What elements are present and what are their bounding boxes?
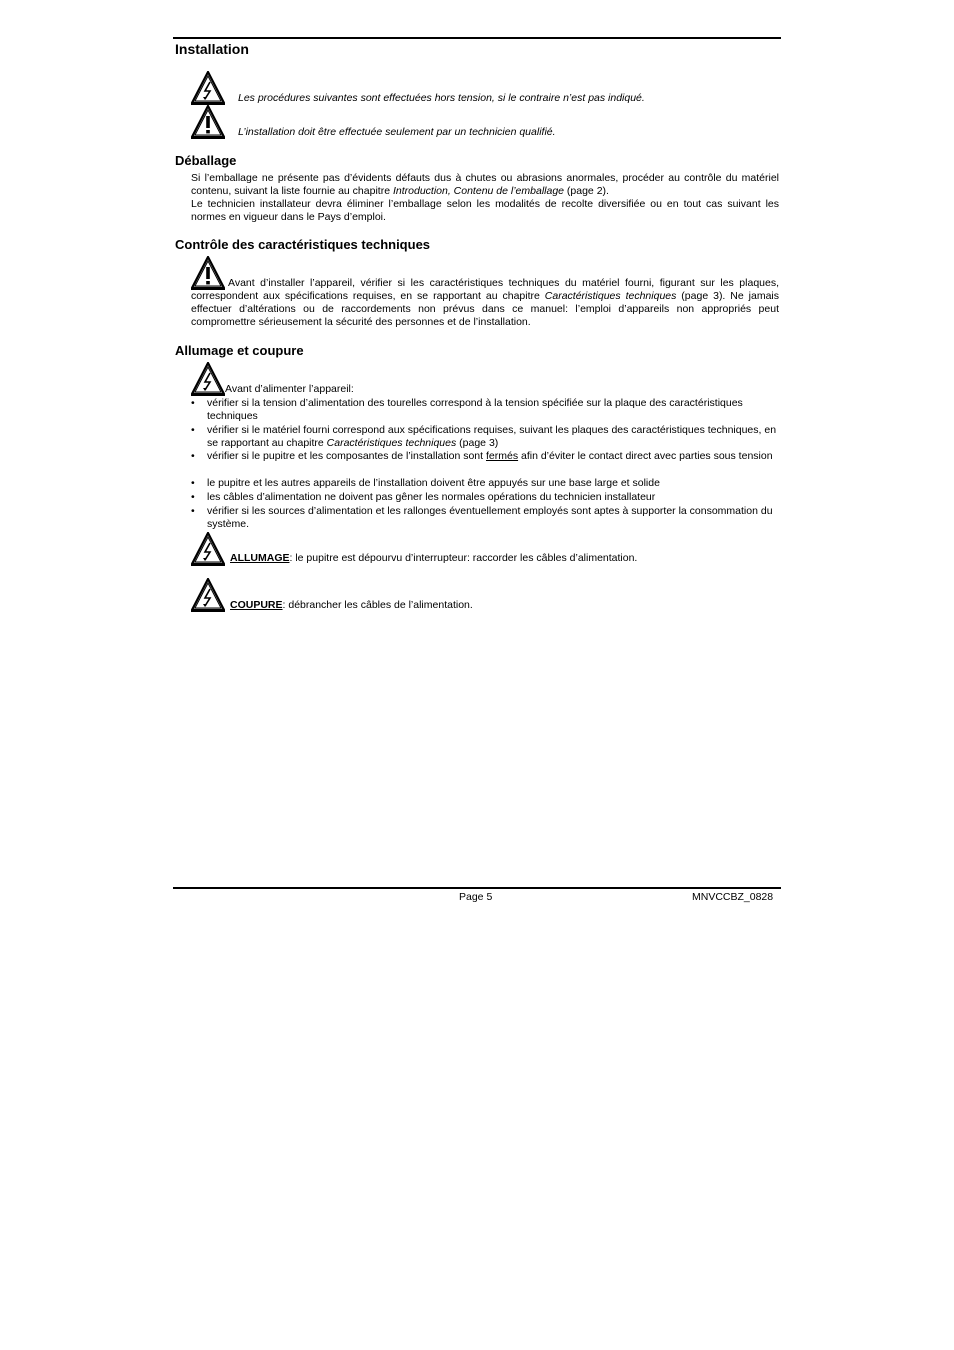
footer-rule [173, 887, 781, 889]
list-item-text: les câbles d’alimentation ne doivent pas gêner les normales opérations du technicien installateur [207, 491, 656, 503]
list-item-text: vérifier si la tension d’alimentation des tourelles correspond à la tension spécifiée sur la plaque des caractéristiques techniques [207, 397, 743, 422]
bullet-glyph: • [191, 424, 195, 436]
list-item-text-part: vérifier si le matériel fourni correspond aux spécifications requises, suivant les plaques des caractéristiques techniques, en se rapportant au chapitre [207, 424, 777, 449]
section-heading-deballage: Déballage [175, 153, 237, 168]
caution-warning-icon [191, 105, 225, 139]
bullet-glyph: • [191, 505, 195, 517]
deballage-paragraph [191, 172, 779, 224]
list-item-text: vérifier si les sources d’alimentation et les rallonges éventuellement employés sont aptes à supporter la consommation du système. [207, 505, 773, 530]
coupure-text: : débrancher les câbles de l’alimentation. [282, 599, 473, 611]
deballage-text-1: Si l’emballage ne présente pas d’évidents défauts dus à chutes ou abrasions anormales, procéder au contrôle du matériel contenu, suivant la liste fournie au chapitre [191, 172, 779, 197]
list-item-text [207, 450, 777, 463]
bullet-glyph: • [191, 477, 195, 489]
controle-text-1: Avant d’installer l’appareil, vérifier si les caractéristiques techniques du matériel fourni, figurant sur les plaques, correspondent aux spécifications requises, en se rapportant au chapitre [191, 277, 779, 302]
bullet-glyph: • [191, 450, 195, 462]
list-item-chapter-ref: Caractéristiques techniques [326, 437, 457, 449]
deballage-text-3: Le technicien installateur devra éliminer l’emballage selon les modalités de recolte diversifiée ou en tout cas suivant les normes en vigueur dans le Pays d’emploi. [191, 198, 779, 223]
voltage-warning-icon [191, 532, 225, 566]
warning-text-voltage: Les procédures suivantes sont effectuées hors tension, si le contraire n’est pas indiqué. [238, 92, 645, 104]
voltage-warning-icon [191, 71, 225, 105]
section-heading-allumage: Allumage et coupure [175, 343, 304, 358]
coupure-label: COUPURE [230, 599, 283, 611]
list-item-text: le pupitre et les autres appareils de l’installation doivent être appuyés sur une base large et solide [207, 477, 660, 489]
list-item-text-part: afin d’éviter le contact direct avec parties sous tension [518, 450, 773, 462]
list-item-text [207, 424, 777, 450]
page-number: Page 5 [459, 891, 493, 903]
top-rule [173, 37, 781, 39]
controle-paragraph [191, 277, 779, 329]
section-heading-controle: Contrôle des caractéristiques techniques [175, 237, 431, 252]
document-code: MNVCCBZ_0828 [692, 891, 774, 903]
deballage-text-2: (page 2). [564, 185, 609, 197]
allumage-instruction [230, 552, 637, 565]
deballage-chapter-ref: Introduction, Contenu de l’emballage [392, 185, 564, 197]
allumage-text: : le pupitre est dépourvu d’interrupteur: raccorder les câbles d’alimentation. [289, 552, 638, 564]
controle-text-2: (page 3). Ne jamais effectuer d’altérations ou de raccordements non prévus dans ce manuel: l’emploi d’appareils non appropriés peut compromettre sérieusement la sécurité des personnes et de l’installation. [191, 290, 779, 328]
bullet-glyph: • [191, 397, 195, 409]
warning-text-qualified: L’installation doit être effectuée seulement par un technicien qualifié. [238, 126, 556, 138]
bullet-glyph: • [191, 491, 195, 503]
list-item-text-part: (page 3) [456, 437, 499, 449]
voltage-warning-icon [191, 578, 225, 612]
voltage-warning-icon [191, 362, 225, 396]
allumage-label: ALLUMAGE [230, 552, 290, 564]
controle-chapter-ref: Caractéristiques techniques [544, 290, 677, 302]
list-item-text-part: vérifier si le pupitre et les composantes de l’installation sont [207, 450, 486, 462]
page-title: Installation [175, 41, 249, 57]
list-item-underlined: fermés [485, 450, 519, 462]
coupure-instruction [230, 599, 473, 612]
allumage-lead: Avant d’alimenter l’appareil: [225, 383, 354, 395]
